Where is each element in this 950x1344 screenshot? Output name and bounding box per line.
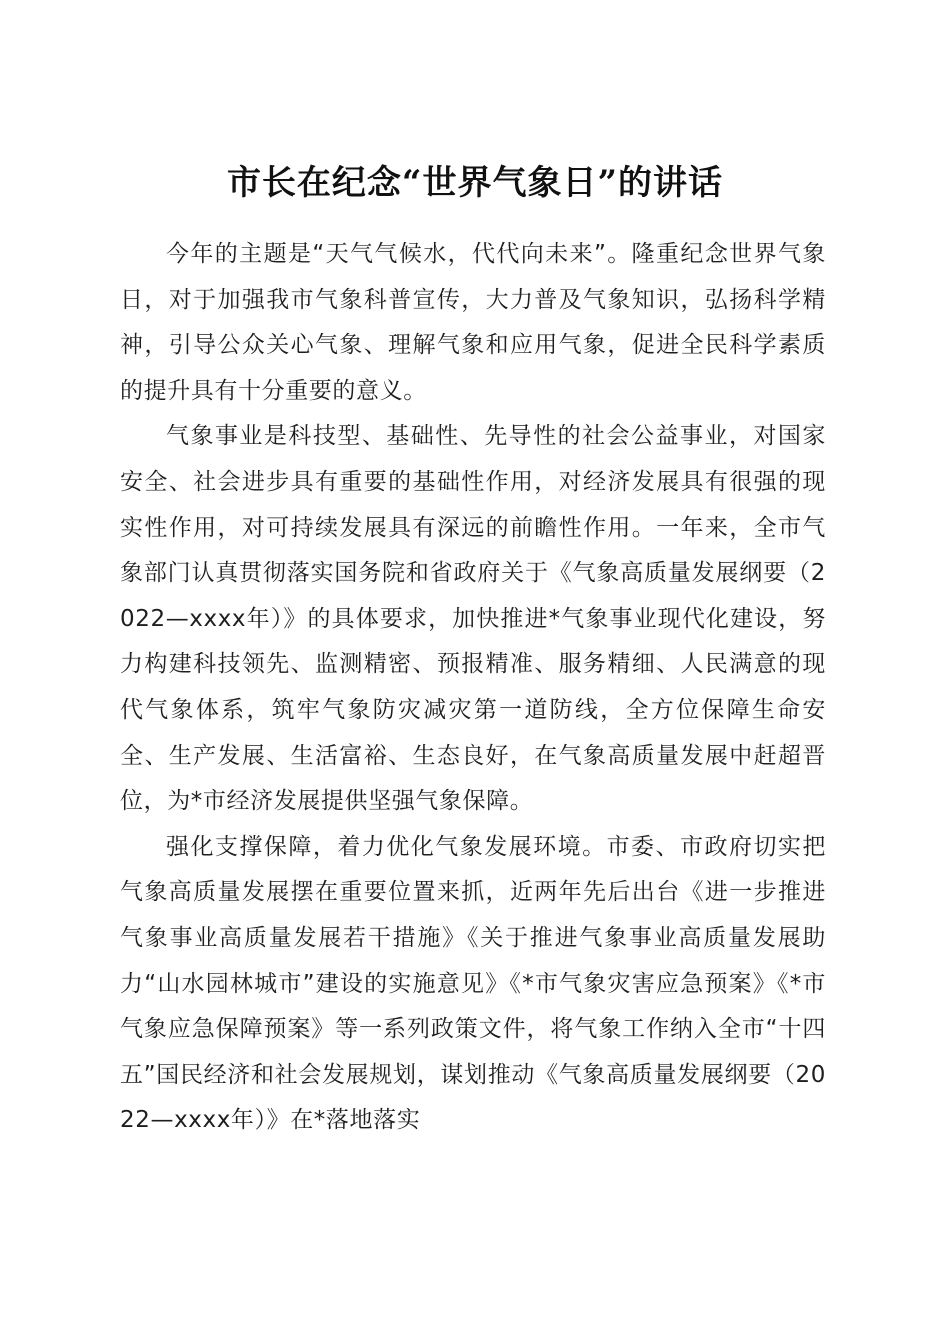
document-title: 市长在纪念“世界气象日”的讲话 <box>226 162 724 203</box>
paragraph-meteorology-cause: 气象事业是科技型、基础性、先导性的社会公益事业，对国家安全、社会进步具有重要的基础性作用，对经济发展具有很强的现实性作用，对可持续发展具有深远的前瞻性作用。一年来，全市气象部门认真贯彻落实国务院和省政府关于《气象高质量发展纲要（2022—xxxx年）》的具体要求，加快推进*气象事业现代化建设，努力构建科技领先、监测精密、预报精准、服务精细、人民满意的现代气象体系，筑牢气象防灾减灾第一道防线，全方位保障生命安全、生产发展、生活富裕、生态良好，在气象高质量发展中赶超晋位，为*市经济发展提供坚强气象保障。 <box>120 423 826 815</box>
paragraph-theme: 今年的主题是“天气气候水，代代向未来”。隆重纪念世界气象日，对于加强我市气象科普宣传，大力普及气象知识，弘扬科学精神，引导公众关心气象、理解气象和应用气象，促进全民科学素质的提升具有十分重要的意义。 <box>120 241 826 404</box>
document-body <box>120 232 826 1144</box>
paragraph-support-guarantee: 强化支撑保障，着力优化气象发展环境。市委、市政府切实把气象高质量发展摆在重要位置来抓，近两年先后出台《进一步推进气象事业高质量发展若干措施》《关于推进气象事业高质量发展助力“山水园林城市”建设的实施意见》《*市气象灾害应急预案》《*市气象应急保障预案》等一系列政策文件，将气象工作纳入全市“十四五”国民经济和社会发展规划，谋划推动《气象高质量发展纲要（2022—xxxx年）》在*落地落实 <box>120 833 826 1134</box>
